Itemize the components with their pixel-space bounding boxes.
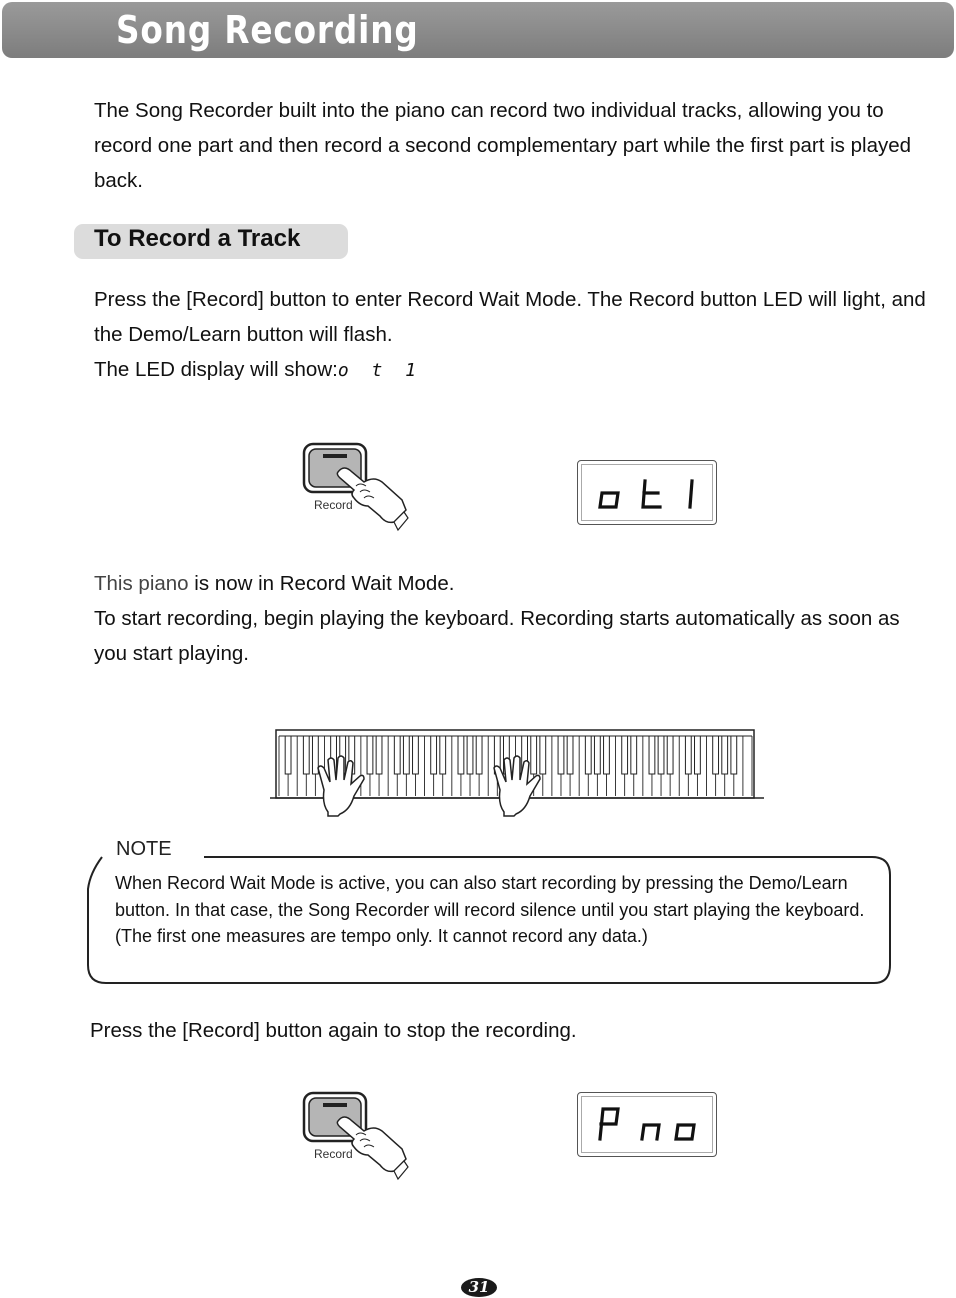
stop-paragraph: Press the [Record] button again to stop the recording.: [90, 1019, 577, 1042]
record-button-figure-1: [298, 438, 418, 538]
step1-line2: [94, 352, 934, 388]
wait-mode-line1-rest: is now in Record Wait Mode.: [188, 572, 455, 595]
led-display-1: [577, 460, 717, 525]
header-bar: [2, 2, 954, 58]
note-text: When Record Wait Mode is active, you can also start recording by pressing the Demo/Learn button. In that case, the Song Recorder will record silence until you start playing the keyboard.(The first one measures are tempo only. It cannot record any data.): [115, 873, 865, 946]
record-button-illustration: [298, 438, 418, 533]
led-inline-readout: o t 1: [337, 360, 423, 381]
section-heading: To Record a Track: [94, 225, 301, 252]
step1-led-prefix: The LED display will show:: [94, 358, 338, 381]
record-button-label-2: Record: [314, 1147, 353, 1161]
led-display-2: [577, 1092, 717, 1157]
note-label: NOTE: [116, 838, 172, 860]
record-button-figure-2: [298, 1087, 418, 1187]
page-number: 31: [468, 1278, 490, 1296]
page-title: Song Recording: [116, 8, 419, 52]
keyboard-figure: [270, 728, 770, 825]
record-button-label: Record: [314, 498, 353, 512]
led-display-pno-digits: [578, 1093, 716, 1156]
wait-mode-line2: To start recording, begin playing the keyboard. Recording starts automatically as soon as you start playing.: [94, 607, 900, 665]
keyboard-illustration: [270, 728, 770, 820]
wait-mode-line1: [94, 566, 934, 601]
step1-paragraph: [94, 282, 934, 388]
record-button-illustration-2: [298, 1087, 418, 1182]
page-number-badge: [461, 1278, 497, 1298]
wait-mode-muted-text: This piano: [94, 572, 189, 595]
step1-line1: Press the [Record] button to enter Record Wait Mode. The Record button LED will light, and the Demo/Learn button will flash.: [94, 288, 926, 346]
led-display-ot1-digits: [578, 461, 716, 524]
intro-paragraph: The Song Recorder built into the piano can record two individual tracks, allowing you to record one part and then record a second complementary part while the first part is played back.: [94, 99, 912, 192]
wait-mode-paragraph: [94, 566, 934, 671]
